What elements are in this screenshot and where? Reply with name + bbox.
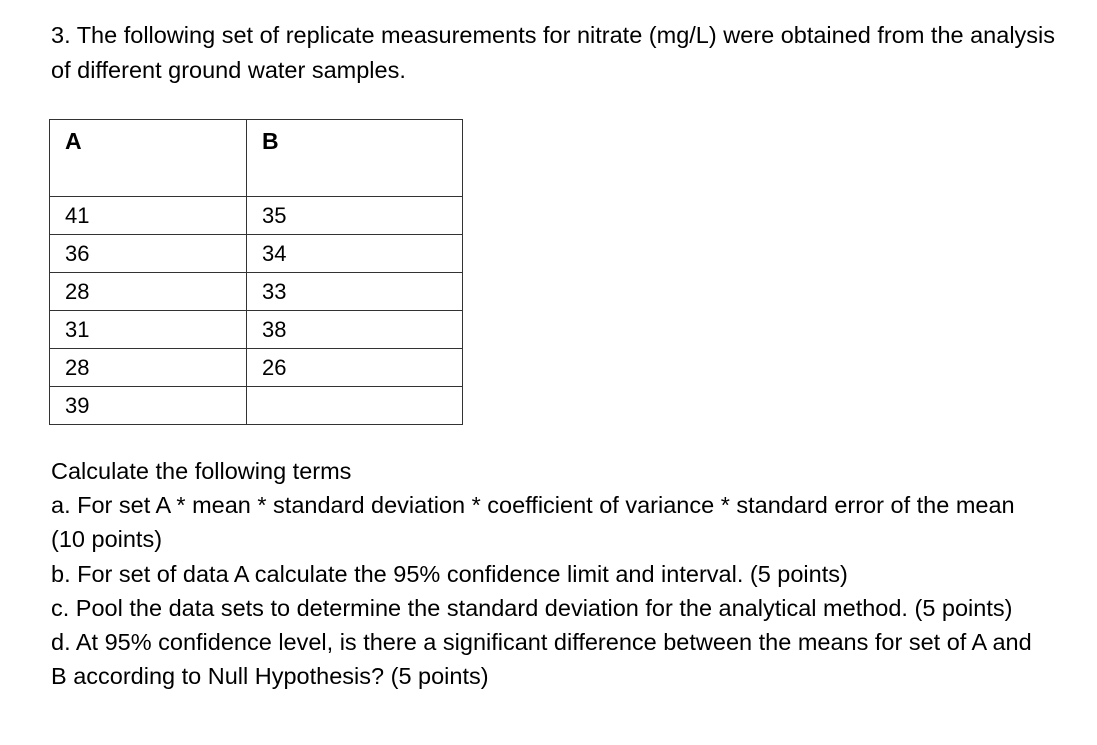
cell-a: 28 — [50, 273, 247, 311]
cell-b — [247, 387, 463, 425]
cell-b: 38 — [247, 311, 463, 349]
column-header-a: A — [50, 120, 247, 197]
cell-b: 34 — [247, 235, 463, 273]
question-b: b. For set of data A calculate the 95% confidence limit and interval. (5 points) — [51, 560, 848, 587]
question-a: a. For set A * mean * standard deviation * coefficient of variance * standard error of the mean (10 points) — [51, 492, 1015, 553]
cell-a: 41 — [50, 197, 247, 235]
table-row — [50, 235, 463, 273]
cell-b: 26 — [247, 349, 463, 387]
question-list — [51, 454, 1051, 693]
table-header-row — [50, 120, 463, 197]
cell-b: 33 — [247, 273, 463, 311]
measurement-table — [49, 119, 463, 425]
table-row — [50, 273, 463, 311]
cell-a: 36 — [50, 235, 247, 273]
cell-a: 39 — [50, 387, 247, 425]
questions-heading: Calculate the following terms — [51, 458, 352, 484]
question-d: d. At 95% confidence level, is there a significant difference between the means for set of A and B according to Null Hypothesis? (5 points) — [51, 629, 1032, 690]
column-header-b: B — [247, 120, 463, 197]
cell-a: 31 — [50, 311, 247, 349]
cell-a: 28 — [50, 349, 247, 387]
table-row — [50, 349, 463, 387]
question-c: c. Pool the data sets to determine the standard deviation for the analytical method. (5 points) — [51, 594, 1013, 621]
table-row — [50, 197, 463, 235]
question-intro: 3. The following set of replicate measurements for nitrate (mg/L) were obtained from the analysis of different ground water samples. — [51, 22, 1056, 83]
table-row — [50, 387, 463, 425]
table-row — [50, 311, 463, 349]
cell-b: 35 — [247, 197, 463, 235]
